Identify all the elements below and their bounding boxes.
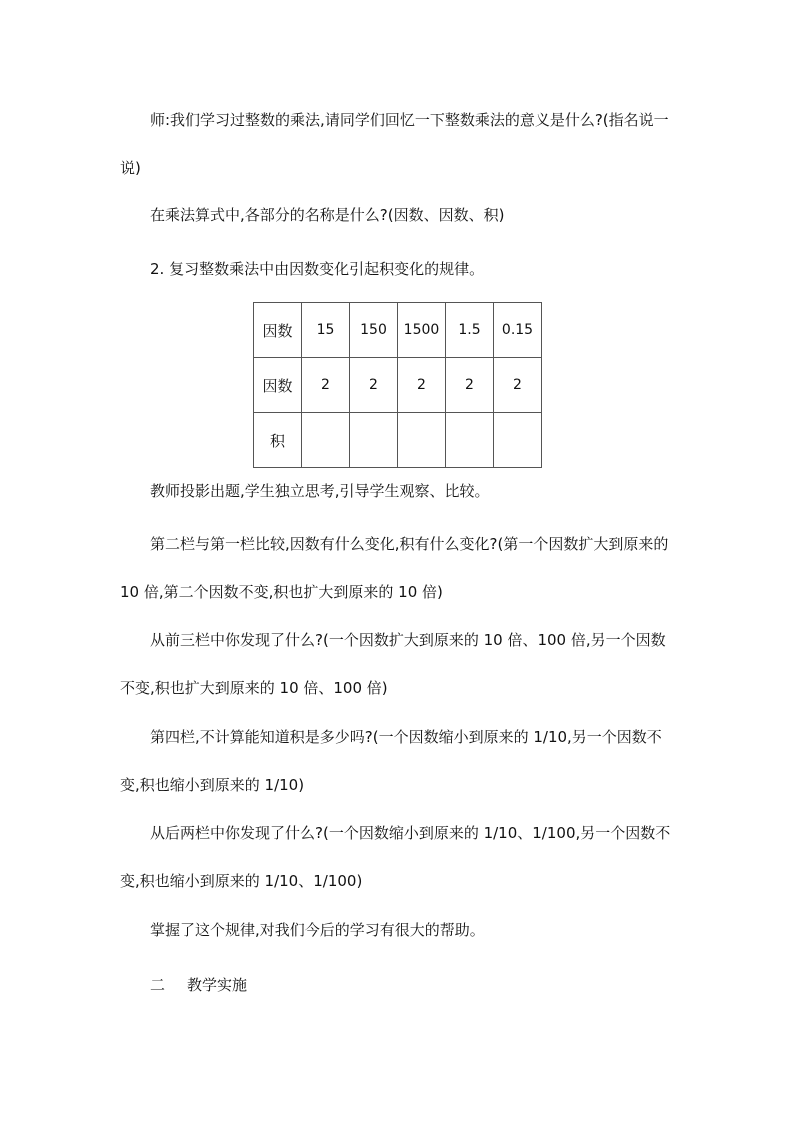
table-row	[254, 303, 542, 358]
paragraph-master-rule: 掌握了这个规律,对我们今后的学习有很大的帮助。	[150, 921, 485, 939]
section-title: 教学实施	[187, 976, 248, 994]
table-cell: 15	[302, 303, 350, 358]
factor-product-table	[253, 302, 542, 468]
table-cell: 150	[350, 303, 398, 358]
section-heading	[120, 961, 676, 1009]
table-cell: 2	[494, 358, 542, 413]
paragraph-teacher-projection: 教师投影出题,学生独立思考,引导学生观察、比较。	[150, 482, 490, 500]
paragraph-factor-names: 在乘法算式中,各部分的名称是什么?(因数、因数、积)	[150, 206, 505, 224]
paragraph-teacher-question: 师:我们学习过整数的乘法,请同学们回忆一下整数乘法的意义是什么?(指名说一说)	[120, 111, 669, 177]
table-cell: 2	[350, 358, 398, 413]
table-cell: 2	[302, 358, 350, 413]
table-cell: 1500	[398, 303, 446, 358]
paragraph-first-three-columns: 从前三栏中你发现了什么?(一个因数扩大到原来的 10 倍、100 倍,另一个因数不变,积也扩大到原来的 10 倍、100 倍)	[120, 631, 666, 697]
paragraph-fourth-column: 第四栏,不计算能知道积是多少吗?(一个因数缩小到原来的 1/10,另一个因数不变,积也缩小到原来的 1/10)	[120, 728, 662, 794]
table-cell: 2	[446, 358, 494, 413]
table-cell: 2	[398, 358, 446, 413]
table-cell	[350, 413, 398, 468]
table-cell: 因数	[254, 303, 302, 358]
table-row	[254, 358, 542, 413]
table-row	[254, 413, 542, 468]
table-cell	[446, 413, 494, 468]
section-number: 二	[150, 976, 166, 994]
table-cell: 0.15	[494, 303, 542, 358]
paragraph-compare-columns: 第二栏与第一栏比较,因数有什么变化,积有什么变化?(第一个因数扩大到原来的 10 倍,第二个因数不变,积也扩大到原来的 10 倍)	[120, 535, 669, 601]
table-cell: 1.5	[446, 303, 494, 358]
table-cell	[398, 413, 446, 468]
paragraph-last-two-columns: 从后两栏中你发现了什么?(一个因数缩小到原来的 1/10、1/100,另一个因数不变,积也缩小到原来的 1/10、1/100)	[120, 824, 671, 890]
table-cell: 因数	[254, 358, 302, 413]
table-cell: 积	[254, 413, 302, 468]
table-cell	[302, 413, 350, 468]
paragraph-review-rule: 2. 复习整数乘法中由因数变化引起积变化的规律。	[150, 260, 485, 278]
table-cell	[494, 413, 542, 468]
